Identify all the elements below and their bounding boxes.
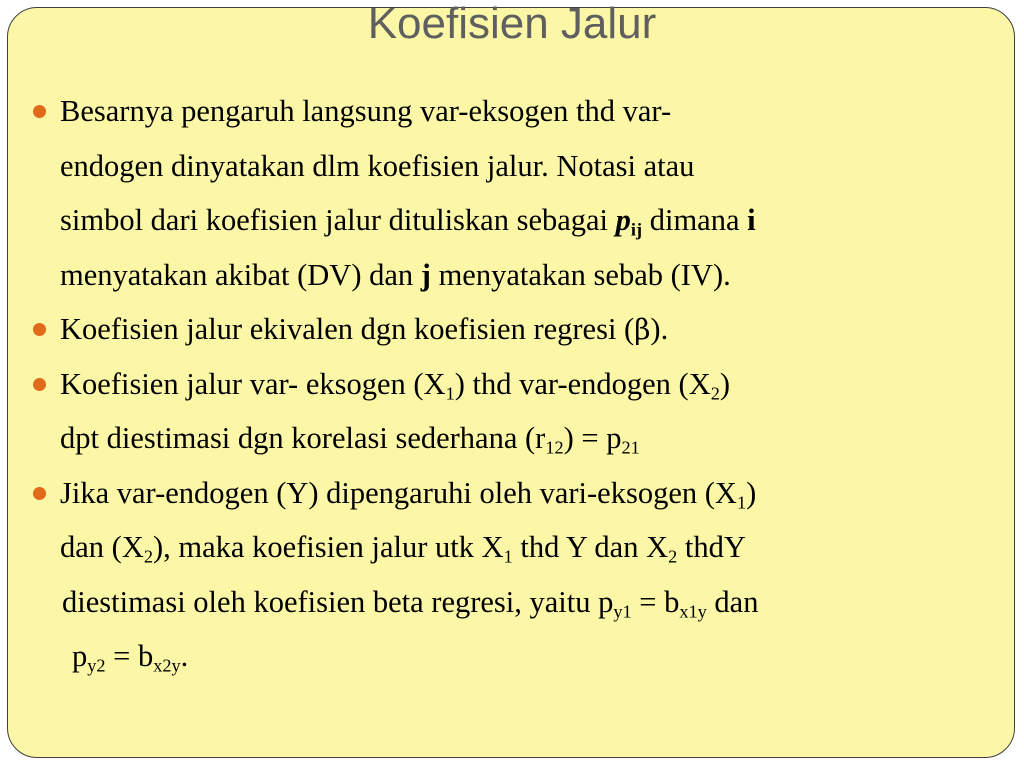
text-segment: ). — [650, 312, 669, 346]
text-segment: ), maka koefisien jalur utk X — [153, 530, 504, 564]
text-segment: p — [72, 639, 88, 673]
text-segment: Jika var-endogen (Y) dipengaruhi oleh vari-eksogen (X — [60, 475, 737, 510]
subscript: y1 — [613, 600, 632, 621]
bullet-dot-icon — [33, 487, 46, 500]
notation-i: i — [747, 203, 756, 237]
text-segment: dimana — [642, 203, 748, 237]
text-segment: = b — [631, 584, 680, 619]
subscript: 2 — [143, 546, 153, 567]
text-segment: ) — [719, 366, 731, 401]
beta-symbol: β — [634, 313, 651, 346]
bullet-item-1 — [33, 84, 1008, 302]
text-segment: Koefisien jalur var- eksogen (X — [60, 366, 446, 401]
text-segment: thd Y dan X — [512, 530, 669, 564]
subscript: x1y — [679, 600, 707, 621]
subscript: 2 — [668, 546, 678, 567]
text-segment: menyatakan sebab (IV). — [430, 257, 731, 292]
text-segment: dan (X — [60, 530, 144, 564]
text-segment: thdY — [677, 530, 746, 564]
bullet-item-4 — [33, 466, 1008, 684]
bullet-item-3 — [33, 357, 1008, 466]
bullet-1-line-1: Besarnya pengaruh langsung var-eksogen thd var- — [60, 94, 672, 128]
subscript: 21 — [621, 437, 640, 458]
bullet-1-line-4 — [60, 248, 1008, 303]
subscript: 2 — [710, 382, 720, 403]
text-segment: ) = p — [563, 421, 622, 455]
text-segment: menyatakan akibat (DV) dan — [60, 257, 421, 292]
notation-p: p — [615, 203, 631, 237]
bullet-1-line-3 — [60, 193, 1008, 248]
bullet-3-line-2 — [60, 411, 1008, 466]
text-segment: ) — [746, 475, 757, 510]
bullet-4-line-1 — [60, 466, 1008, 521]
bullet-3-line-1 — [60, 357, 1008, 412]
text-segment: . — [180, 639, 189, 673]
text-segment: simbol dari koefisien jalur dituliskan sebagai — [60, 203, 616, 237]
subscript: x2y — [153, 655, 181, 676]
bullet-1-line-2: endogen dinyatakan dlm koefisien jalur. Notasi atau — [60, 148, 695, 183]
bullet-4-line-2 — [60, 520, 1008, 575]
subscript: 1 — [503, 546, 513, 567]
subscript: y2 — [87, 655, 106, 676]
text-segment: dpt diestimasi dgn korelasi sederhana (r — [60, 421, 546, 455]
bullet-dot-icon — [33, 378, 46, 391]
subscript: 1 — [736, 491, 747, 512]
bullet-4-line-4 — [60, 629, 1008, 684]
slide-content — [33, 84, 1008, 684]
notation-j: j — [420, 257, 431, 292]
text-segment: = b — [105, 639, 154, 673]
subscript: 1 — [445, 382, 455, 403]
text-segment: dan — [706, 584, 759, 619]
bullet-dot-icon — [33, 323, 46, 336]
bullet-item-2 — [33, 302, 1008, 357]
slide-title: Koefisien Jalur — [367, 0, 657, 48]
bullet-2-line-1 — [60, 302, 1008, 357]
subscript: 12 — [545, 437, 564, 458]
text-segment: ) thd var-endogen (X — [454, 366, 711, 401]
notation-ij-subscript: ij — [630, 219, 643, 240]
bullet-dot-icon — [33, 105, 46, 118]
bullet-4-line-3 — [60, 575, 1008, 630]
text-segment: Koefisien jalur ekivalen dgn koefisien regresi ( — [60, 312, 635, 346]
text-segment: diestimasi oleh koefisien beta regresi, yaitu p — [62, 584, 614, 619]
